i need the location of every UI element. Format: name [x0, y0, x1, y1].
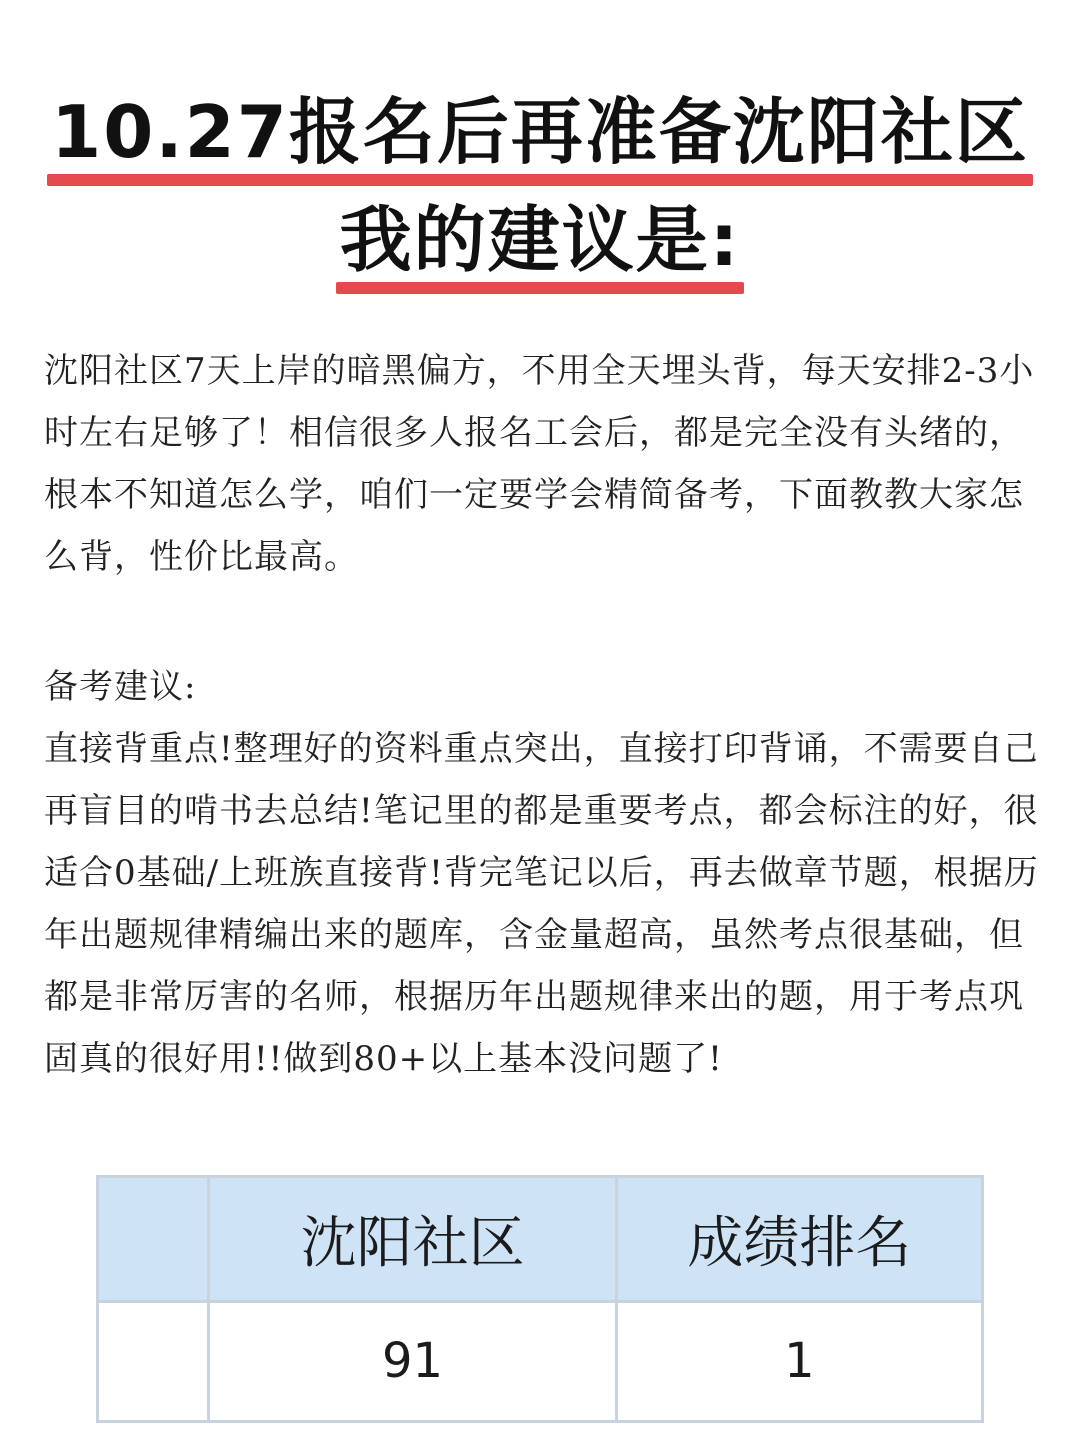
table-header-cell: 成绩排名	[616, 1177, 982, 1302]
title-line-1-wrap	[0, 92, 1080, 172]
title-underline	[47, 174, 1033, 186]
page-subtitle-text: 我的建议是:	[339, 198, 741, 282]
table-cell-rank: 1	[616, 1301, 982, 1422]
table-header-cell	[98, 1177, 209, 1302]
title-line-2-wrap	[0, 200, 1080, 280]
page-subtitle	[336, 200, 745, 280]
score-table	[96, 1175, 984, 1423]
advice-paragraph: 直接背重点!整理好的资料重点突出，直接打印背诵，不需要自己再盲目的啃书去总结!笔记里的都是重要考点，都会标注的好，很适合0基础/上班族直接背!背完笔记以后，再去做章节题，根据历年出题规律精编出来的题库，含金量超高，虽然考点很基础，但都是非常厉害的名师，根据历年出题规律来出的题，用于考点巩固真的很好用!!做到80+以上基本没问题了!	[44, 729, 1039, 1079]
section-heading: 备考建议:	[44, 667, 197, 707]
intro-paragraph: 沈阳社区7天上岸的暗黑偏方，不用全天埋头背，每天安排2-3小时左右足够了！相信很多人报名工会后，都是完全没有头绪的，根本不知道怎么学，咱们一定要学会精简备考，下面教教大家怎么背，性价比最高。	[44, 351, 1035, 577]
table-header-row	[98, 1177, 983, 1302]
table-cell-score: 91	[209, 1301, 617, 1422]
page-title-text: 10.27报名后再准备沈阳社区	[51, 90, 1029, 174]
table-cell	[98, 1301, 209, 1422]
score-table-image	[96, 1175, 984, 1423]
table-header-cell: 沈阳社区	[209, 1177, 617, 1302]
subtitle-underline	[336, 282, 745, 294]
page-title	[47, 92, 1033, 172]
table-row	[98, 1301, 983, 1422]
